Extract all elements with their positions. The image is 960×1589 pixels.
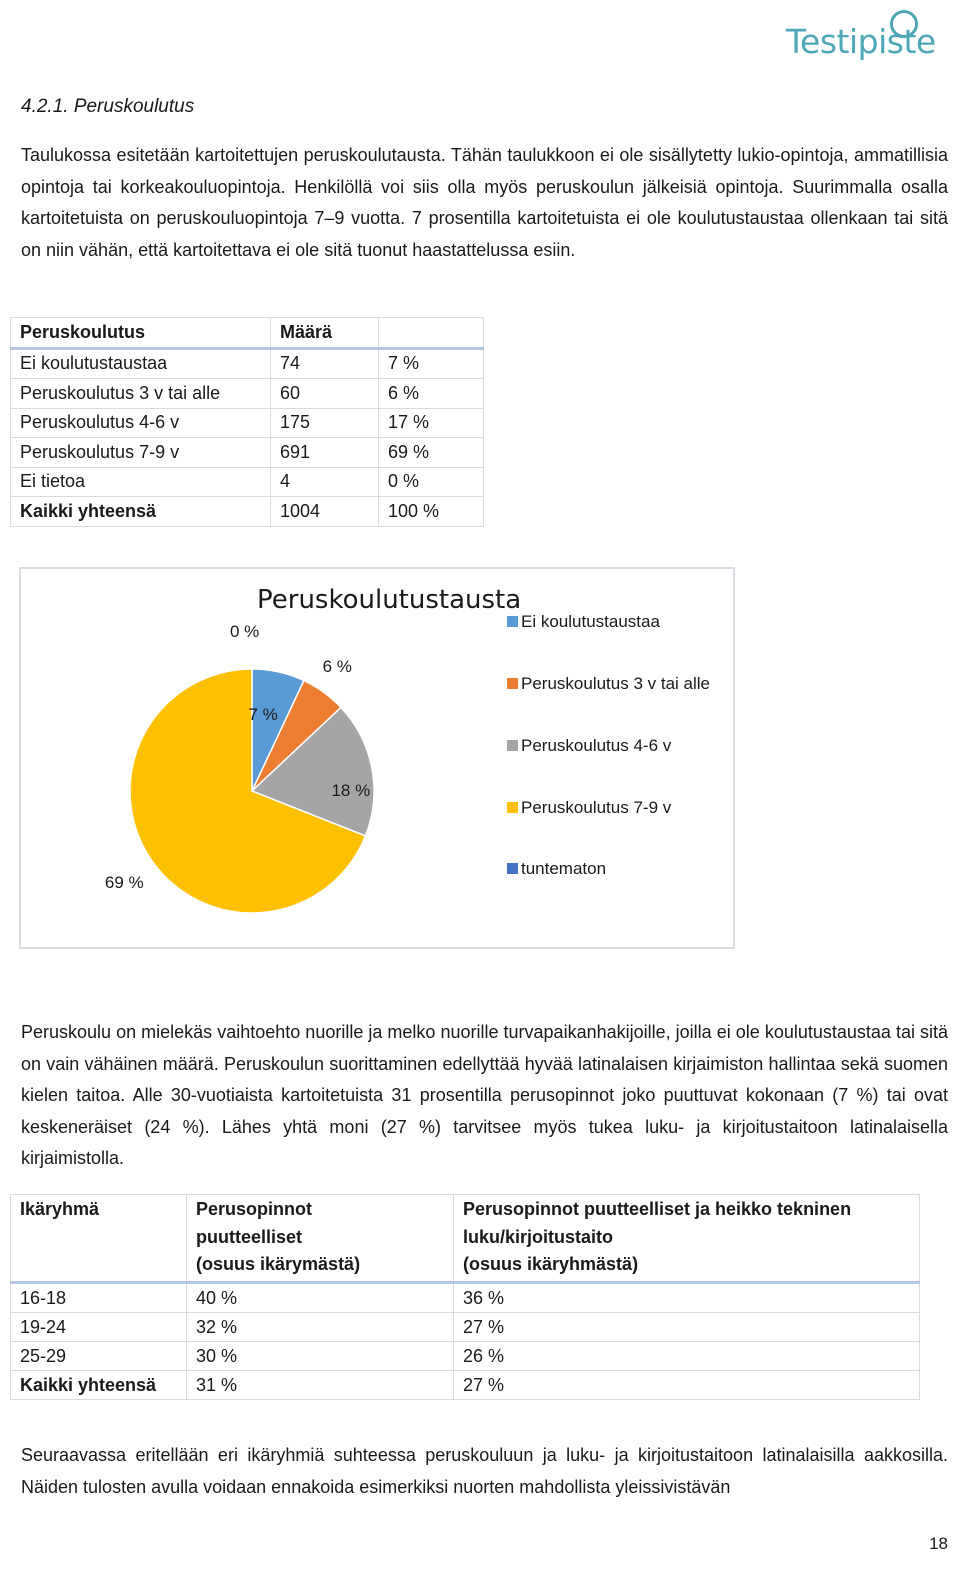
body-paragraph: Peruskoulu on mielekäs vaihtoehto nuorille ja melko nuorille turvapaikanhakijoille, joilla ei ole koulutustaustaa tai sitä on vain vähäinen määrä. Peruskoulun suorittaminen edellyttää hyvää latinalaisen kirjaimiston hallintaa sekä suomen kielen taitoa. Alle 30-vuotiaista kartoitetuista 31 prosentilla perusopinnot joko puuttuvat kokonaan (7 %) tai ovat keskeneräiset (24 %). Lähes yhtä moni (27 %) tarvitsee myös tukea luku- ja kirjoitustaitoon latinalaisella kirjaimistolla. — [21, 1022, 948, 1168]
table-cell: 1004 — [271, 497, 379, 527]
legend-label: tuntematon — [521, 859, 607, 878]
table-row — [11, 379, 484, 409]
table-row — [11, 438, 484, 468]
header-line: luku/kirjoitustaito — [463, 1226, 614, 1247]
chart-title: Peruskoulutustausta — [257, 585, 522, 615]
education-table — [10, 317, 484, 527]
header-cell — [11, 1195, 187, 1283]
pie-data-label: 69 % — [104, 872, 144, 892]
header-line: Perusopinnot — [196, 1199, 312, 1219]
header-line: (osuus ikäryhmästä) — [463, 1254, 639, 1274]
table-row — [11, 1282, 920, 1312]
table-cell: Ei koulutustaustaa — [11, 348, 271, 379]
table-cell: 16-18 — [11, 1282, 187, 1312]
pie-data-label: 6 % — [322, 656, 352, 676]
intro-paragraph: Taulukossa esitetään kartoitettujen peruskoulutausta. Tähän taulukkoon ei ole sisällytetty lukio-opintoja, ammatillisia opintoja tai korkeakouluopintoja. Henkilöllä voi siis olla myös peruskoulun jälkeisiä opintoja. Suurimmalla osalla kartoitetuista on peruskouluopintoja 7–9 vuotta. 7 prosentilla kartoitetuista ei ole koulutustaustaa ollenkaan tai sitä on niin vähän, että kartoitettava ei ole sitä tuonut haastattelussa esiin. — [21, 145, 948, 260]
logo-text: Testipiste — [786, 22, 936, 61]
table-cell: Peruskoulutus 7-9 v — [11, 438, 271, 468]
table-cell: 36 % — [454, 1282, 920, 1312]
table-row — [11, 1312, 920, 1341]
header-cell — [454, 1195, 920, 1283]
table-cell: 69 % — [379, 438, 484, 468]
table-cell: 100 % — [379, 497, 484, 527]
table-row — [11, 1341, 920, 1370]
table-header-row — [11, 1195, 920, 1283]
closing-paragraph: Seuraavassa eritellään eri ikäryhmiä suhteessa peruskouluun ja luku- ja kirjoitustaitoon latinalaisilla aakkosilla. Näiden tulosten avulla voidaan ennakoida esimerkiksi nuorten mahdollista yleissivistävän — [21, 1445, 948, 1497]
table-cell: 74 — [271, 348, 379, 379]
header-cell — [187, 1195, 454, 1283]
table-total-row — [11, 1370, 920, 1399]
table-cell: 27 % — [454, 1312, 920, 1341]
table-cell: 30 % — [187, 1341, 454, 1370]
table-cell: 17 % — [379, 408, 484, 438]
table-cell: 4 — [271, 467, 379, 497]
header-line: puutteelliset — [196, 1226, 303, 1247]
legend-swatch — [507, 802, 518, 813]
table-cell: Ei tietoa — [11, 467, 271, 497]
table-cell: 32 % — [187, 1312, 454, 1341]
logo-ring-icon — [890, 10, 918, 38]
table-cell: 40 % — [187, 1282, 454, 1312]
pie-chart — [19, 567, 735, 949]
legend-swatch — [507, 678, 518, 689]
legend-label: Peruskoulutus 3 v tai alle — [521, 674, 710, 693]
pie-data-label: 0 % — [230, 622, 260, 642]
table-cell: 25-29 — [11, 1341, 187, 1370]
table-cell: Peruskoulutus 4-6 v — [11, 408, 271, 438]
legend-swatch — [507, 863, 518, 874]
legend-label: Peruskoulutus 4-6 v — [521, 736, 672, 755]
table-cell: Kaikki yhteensä — [11, 1370, 187, 1399]
age-group-table — [10, 1194, 920, 1400]
header-cell — [379, 318, 484, 349]
table-cell: 7 % — [379, 348, 484, 379]
header-line: (osuus ikärymästä) — [196, 1254, 361, 1274]
legend-swatch — [507, 616, 518, 627]
legend-label: Peruskoulutus 7-9 v — [521, 798, 672, 817]
header-cell: Peruskoulutus — [11, 318, 271, 349]
legend-label: Ei koulutustaustaa — [521, 612, 660, 631]
table-cell: 175 — [271, 408, 379, 438]
table-cell: 27 % — [454, 1370, 920, 1399]
pie-data-label: 18 % — [331, 781, 371, 801]
section-heading: 4.2.1. Peruskoulutus — [21, 96, 195, 117]
table-cell: 31 % — [187, 1370, 454, 1399]
table-row — [11, 348, 484, 379]
legend-swatch — [507, 740, 518, 751]
pie-data-label: 7 % — [248, 705, 278, 725]
table-cell: 6 % — [379, 379, 484, 409]
table-cell: 26 % — [454, 1341, 920, 1370]
header-line: Ikäryhmä — [20, 1199, 100, 1219]
table-cell: Kaikki yhteensä — [11, 497, 271, 527]
testipiste-logo — [786, 8, 951, 68]
table-cell: 691 — [271, 438, 379, 468]
table-row — [11, 467, 484, 497]
table-cell: 0 % — [379, 467, 484, 497]
table-cell: 19-24 — [11, 1312, 187, 1341]
header-cell: Määrä — [271, 318, 379, 349]
table-total-row — [11, 497, 484, 527]
header-line: Perusopinnot puutteelliset ja heikko tekninen — [463, 1199, 852, 1219]
table-header-row — [11, 318, 484, 349]
table-cell: Peruskoulutus 3 v tai alle — [11, 379, 271, 409]
table-row — [11, 408, 484, 438]
table-cell: 60 — [271, 379, 379, 409]
page-number: 18 — [929, 1534, 948, 1553]
